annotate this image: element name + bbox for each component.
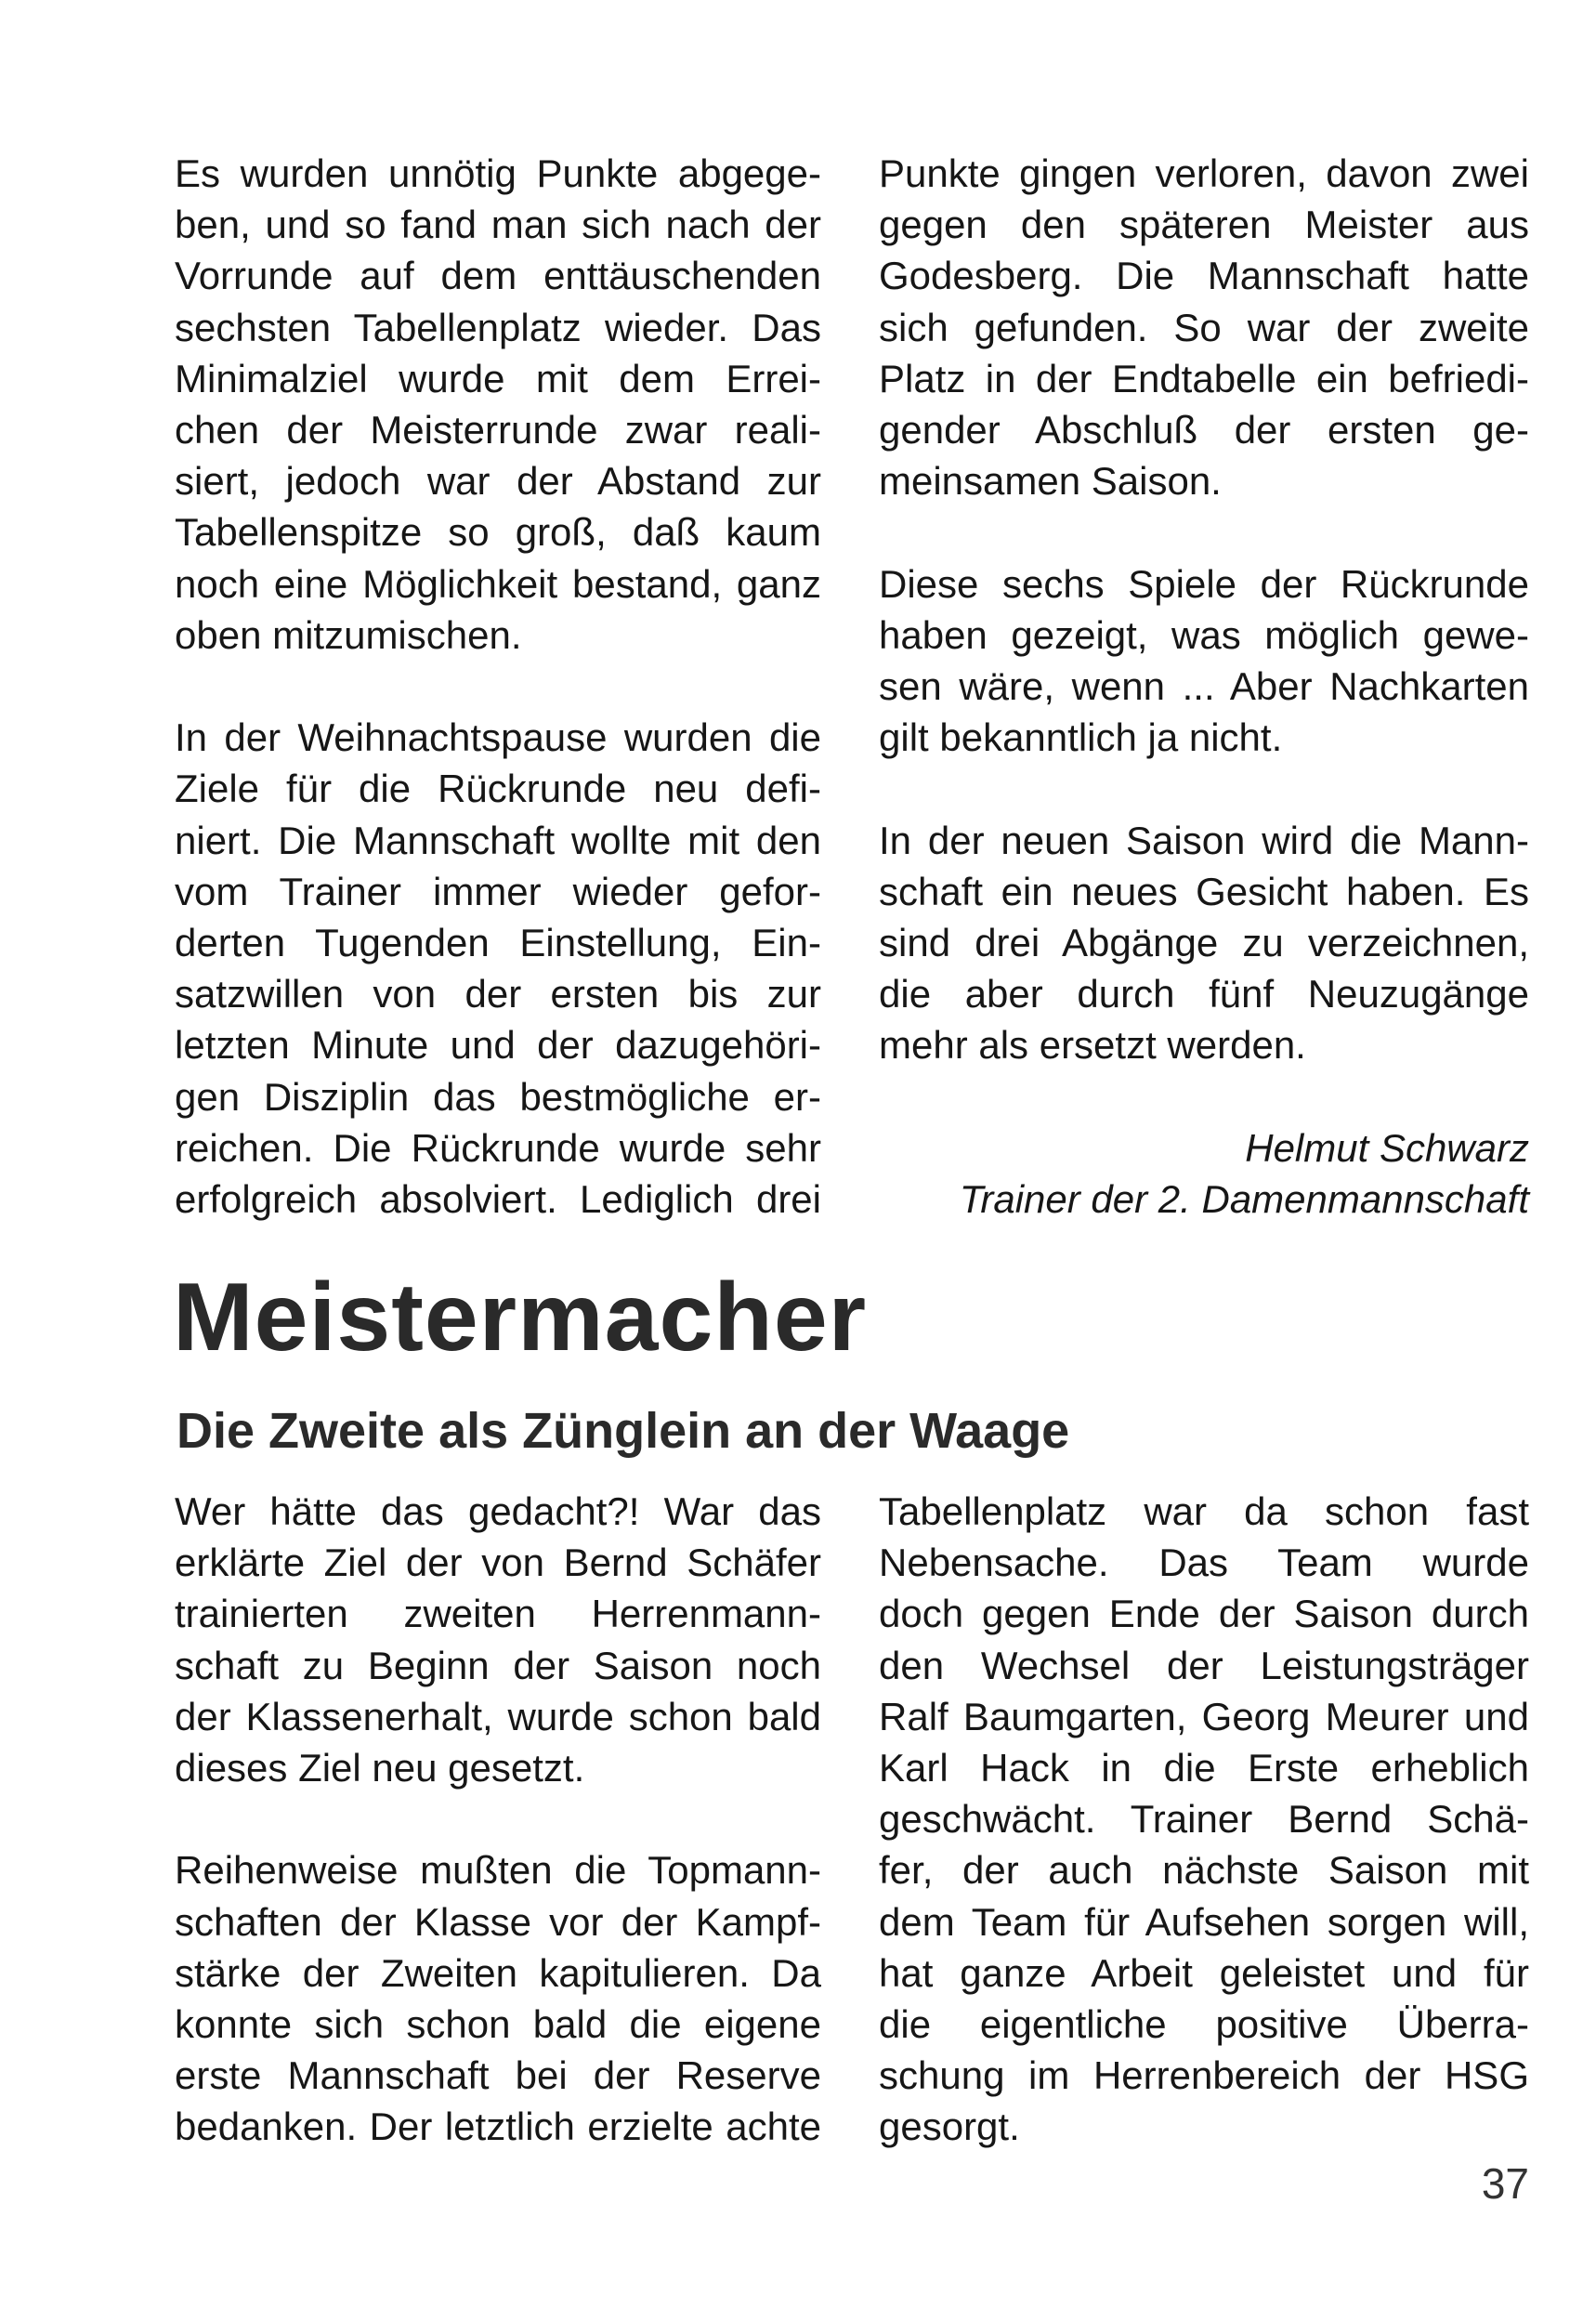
text-line: sind drei Abgänge zu verzeichnen,	[879, 921, 1529, 964]
text-line: hat ganze Arbeit geleistet und für	[879, 1950, 1529, 1995]
text-line: In der neuen Saison wird die Mann-	[879, 818, 1529, 862]
text-line: Punkte gingen verloren, davon zwei	[879, 151, 1529, 195]
text-line: oben mitzumischen.	[175, 612, 522, 657]
text-line: Platz in der Endtabelle ein befriedi-	[879, 356, 1529, 400]
text-line: erklärte Ziel der von Bernd Schäfer	[175, 1541, 821, 1585]
text-line	[879, 506, 1529, 558]
text-line: trainierten zweiten Herrenmann-	[175, 1592, 821, 1636]
text-line: letzten Minute und der dazugehöri-	[175, 1023, 821, 1068]
text-line: geschwächt. Trainer Bernd Schä-	[879, 1797, 1529, 1842]
text-line: Godesberg. Die Mannschaft hatte	[879, 254, 1529, 298]
text-line: erfolgreich absolviert. Lediglich drei	[175, 1177, 821, 1221]
text-line	[879, 763, 1529, 815]
text-line: Karl Hack in die Erste erheblich	[879, 1746, 1529, 1790]
text-line: Tabellenplatz war da schon fast	[879, 1489, 1529, 1533]
text-line: stärke der Zweiten kapitulieren. Da	[175, 1950, 821, 1995]
text-line: gesorgt.	[879, 2105, 1020, 2149]
text-line: In der Weihnachtspause wurden die	[175, 715, 821, 760]
text-line: schaft ein neues Gesicht haben. Es	[879, 869, 1529, 913]
text-line: gen Disziplin das bestmögliche er-	[175, 1074, 821, 1119]
text-line: sich gefunden. So war der zweite	[879, 305, 1529, 349]
text-line: Ralf Baumgarten, Georg Meurer und	[879, 1694, 1529, 1738]
text-line: der Klassenerhalt, wurde schon bald	[175, 1694, 821, 1738]
text-line: schaften der Klasse vor der Kampf-	[175, 1899, 821, 1944]
text-line: gilt bekanntlich ja nicht.	[879, 715, 1283, 760]
text-line: konnte sich schon bald die eigene	[175, 2002, 821, 2046]
text-line: reichen. Die Rückrunde wurde sehr	[175, 1125, 821, 1170]
text-line: Es wurden unnötig Punkte abgege-	[175, 151, 821, 195]
subheadline: Die Zweite als Zünglein an der Waage	[177, 1403, 1070, 1459]
signature-name: Helmut Schwarz	[1245, 1125, 1529, 1170]
text-line	[175, 1793, 821, 1845]
signature-role: Trainer der 2. Damenmannschaft	[959, 1177, 1529, 1221]
text-line: bedanken. Der letztlich erzielte achte	[175, 2105, 821, 2149]
text-line: mehr als ersetzt werden.	[879, 1023, 1306, 1068]
text-line: fer, der auch nächste Saison mit	[879, 1848, 1529, 1893]
text-line: sen wäre, wenn ... Aber Nachkarten	[879, 664, 1529, 708]
text-line	[175, 661, 821, 713]
text-line: dem Team für Aufsehen sorgen will,	[879, 1899, 1529, 1944]
text-line: erste Mannschaft bei der Reserve	[175, 2053, 821, 2098]
page-number: 37	[1481, 2159, 1529, 2208]
text-line: noch eine Möglichkeit bestand, ganz	[175, 561, 821, 606]
text-line: Ziele für die Rückrunde neu defi-	[175, 767, 821, 811]
text-line: die aber durch fünf Neuzugänge	[879, 972, 1529, 1016]
text-line: meinsamen Saison.	[879, 459, 1222, 504]
text-line: schaft zu Beginn der Saison noch	[175, 1643, 821, 1687]
text-line: Diese sechs Spiele der Rückrunde	[879, 561, 1529, 606]
text-line: sechsten Tabellenplatz wieder. Das	[175, 305, 821, 349]
text-line: satzwillen von der ersten bis zur	[175, 972, 821, 1016]
text-line: Vorrunde auf dem enttäuschenden	[175, 254, 821, 298]
headline: Meistermacher	[173, 1264, 868, 1371]
text-line: den Wechsel der Leistungsträger	[879, 1643, 1529, 1687]
text-line: haben gezeigt, was möglich gewe-	[879, 612, 1529, 657]
text-line: Nebensache. Das Team wurde	[879, 1541, 1529, 1585]
text-line: die eigentliche positive Überra-	[879, 2002, 1529, 2046]
text-line: schung im Herrenbereich der HSG	[879, 2053, 1529, 2098]
text-line: ben, und so fand man sich nach der	[175, 203, 821, 247]
text-line: chen der Meisterrunde zwar reali-	[175, 408, 821, 452]
text-line: niert. Die Mannschaft wollte mit den	[175, 818, 821, 862]
text-line: derten Tugenden Einstellung, Ein-	[175, 921, 821, 964]
text-line: siert, jedoch war der Abstand zur	[175, 459, 821, 504]
text-line: vom Trainer immer wieder gefor-	[175, 869, 821, 913]
text-line: gender Abschluß der ersten ge-	[879, 408, 1529, 452]
text-line: Tabellenspitze so groß, daß kaum	[175, 510, 821, 555]
text-line: dieses Ziel neu gesetzt.	[175, 1746, 585, 1790]
text-line: Minimalziel wurde mit dem Errei-	[175, 356, 821, 400]
text-line: Wer hätte das gedacht?! War das	[175, 1489, 821, 1533]
text-line: gegen den späteren Meister aus	[879, 203, 1529, 247]
text-line: Reihenweise mußten die Topmann-	[175, 1848, 821, 1893]
text-line: doch gegen Ende der Saison durch	[879, 1592, 1529, 1636]
